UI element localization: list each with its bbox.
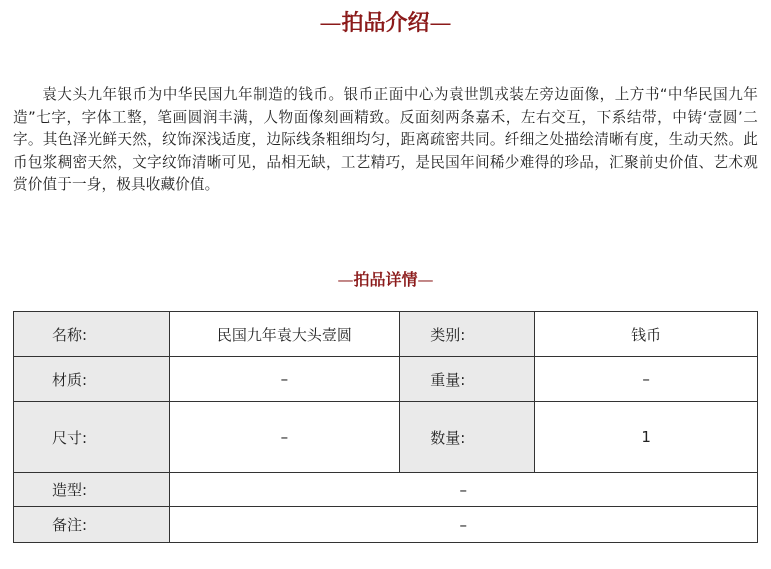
title-dash-right: — — [417, 270, 434, 289]
table-row — [14, 507, 758, 543]
intro-paragraph: 袁大头九年银币为中华民国九年制造的钱币。银币正面中心为袁世凯戎装左旁边面像，上方书“中华民国九年造”七字，字体工整，笔画圆润丰满，人物面像刻画精致。反面刻两条嘉禾，左右交互，下系结带，中铸‘壹圆’二字。其色泽光鲜天然，纹饰深浅适度，边际线条粗细均匀，距离疏密共同。纤细之处描绘清晰有度，生动天然。此币包浆稠密天然，文字纹饰清晰可见，品相无缺，工艺精巧，是民国年间稀少难得的珍品，汇聚前史价值、艺术观赏价值于一身，极具收藏价值。 — [13, 86, 758, 193]
title-dash-left: — — [337, 270, 354, 289]
weight-label: 重量: — [400, 357, 535, 402]
table-row — [14, 402, 758, 473]
weight-value: – — [535, 357, 758, 402]
intro-section-title — [0, 8, 771, 39]
name-value: 民国九年袁大头壹圆 — [169, 312, 400, 357]
category-value: 钱币 — [535, 312, 758, 357]
table-row — [14, 312, 758, 357]
details-table — [13, 311, 758, 543]
shape-label: 造型: — [14, 473, 170, 507]
category-label: 类别: — [400, 312, 535, 357]
material-value: – — [169, 357, 400, 402]
material-label: 材质: — [14, 357, 170, 402]
table-row — [14, 473, 758, 507]
shape-value: – — [169, 473, 757, 507]
notes-label: 备注: — [14, 507, 170, 543]
notes-value: – — [169, 507, 757, 543]
title-dash-right: — — [429, 11, 452, 36]
quantity-label: 数量: — [400, 402, 535, 473]
name-label: 名称: — [14, 312, 170, 357]
details-section-title — [0, 268, 771, 292]
table-row — [14, 357, 758, 402]
details-title-text: 拍品详情 — [353, 270, 418, 289]
size-value: – — [169, 402, 400, 473]
intro-title-text: 拍品介绍 — [341, 10, 430, 36]
size-label: 尺寸: — [14, 402, 170, 473]
quantity-value: 1 — [535, 402, 758, 473]
title-dash-left: — — [319, 11, 342, 36]
